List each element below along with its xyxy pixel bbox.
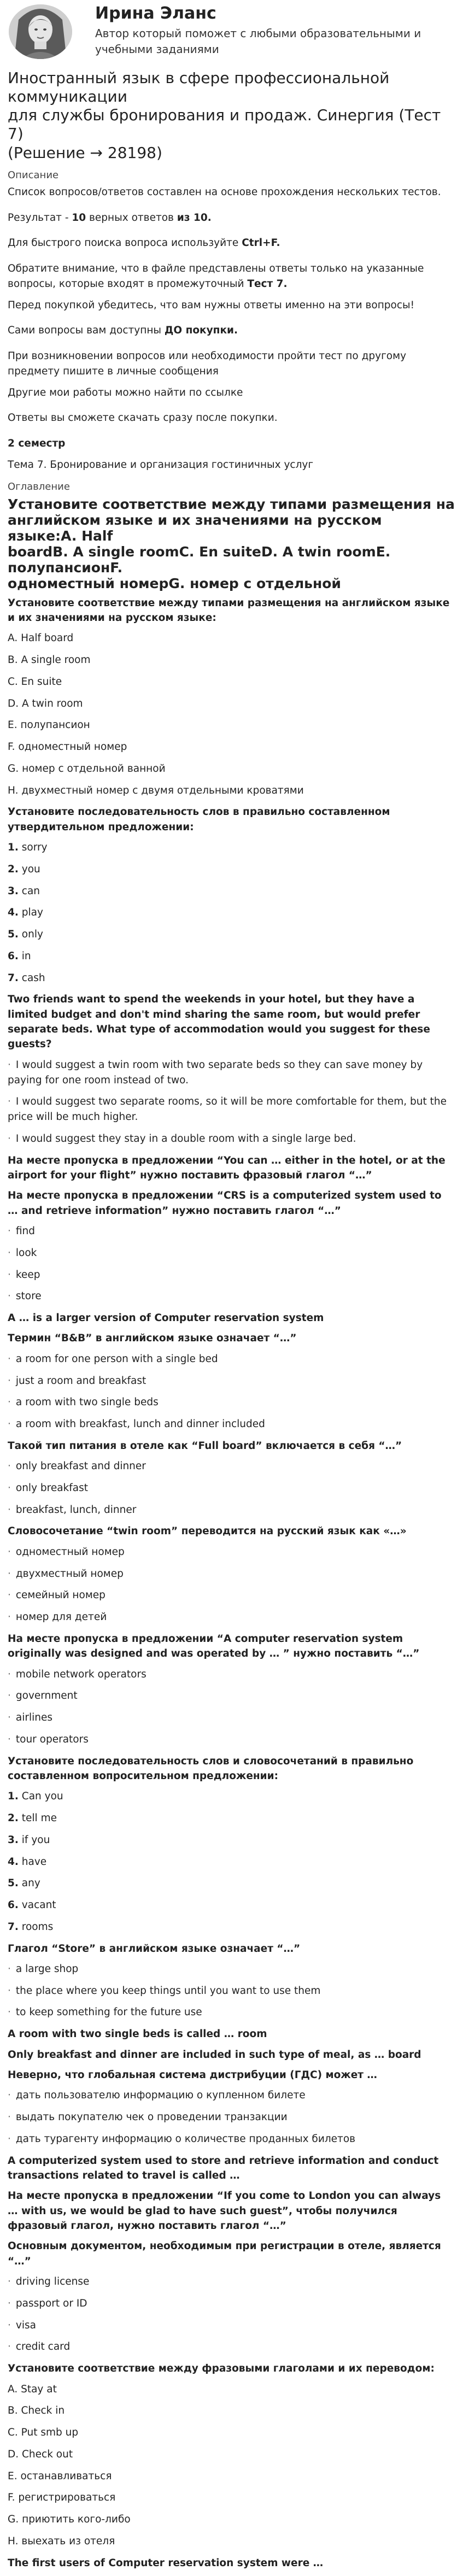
answer-option (8, 1268, 455, 1283)
answer-option (8, 2088, 455, 2103)
author-avatar[interactable] (8, 3, 73, 60)
answer-option: G. номер с отдельной ванной (8, 762, 166, 774)
answer-option (8, 971, 455, 986)
question-text (8, 1754, 455, 1784)
answer-option (8, 2318, 455, 2333)
option-text: airlines (13, 1712, 52, 1724)
question-text (8, 2361, 455, 2376)
answer-option (8, 1610, 455, 1625)
answer-option (8, 1417, 455, 1432)
answer-option (8, 840, 455, 855)
question-line: Установите последовательность слов в правильно составленном (8, 806, 390, 818)
answer-option (8, 1920, 455, 1935)
question-text (8, 1188, 455, 1218)
question-block (8, 1331, 455, 1431)
answer-option: H. выехать из отеля (8, 2535, 115, 2547)
option-text: breakfast, lunch, dinner (13, 1504, 137, 1516)
question-line: … and retrieve information” нужно поставить глагол “…” (8, 1205, 341, 1217)
bullet-dot-icon: · (8, 1353, 11, 1365)
bullet-dot-icon: · (8, 1396, 11, 1409)
answer-option (8, 1688, 455, 1704)
question-line: Такой тип питания в отеле как “Full board” включается в себя “…” (8, 1440, 402, 1452)
question-text (8, 1331, 455, 1346)
answer-option (8, 1833, 455, 1848)
question-line: originally was designed and was operated by … ” нужно поставить “…” (8, 1648, 420, 1660)
question-line: Two friends want to spend the weekends in your hotel, but they have a (8, 994, 415, 1006)
question-line: separate beds. What type of accommodation would you suggest for these (8, 1024, 430, 1036)
bullet-dot-icon: · (8, 2297, 11, 2309)
question-line: A computerized system used to store and retrieve information and conduct (8, 2155, 439, 2167)
option-number: 2. (8, 1812, 19, 1824)
question-block (8, 805, 455, 985)
question-line: составленном вопросительном предложении: (8, 1770, 278, 1782)
answer-option: A. Stay at (8, 2383, 57, 2395)
bullet-dot-icon: · (8, 1733, 11, 1745)
question-line: Установите последовательность слов и словосочетаний в правильно (8, 1755, 414, 1767)
answer-option: C. Put smb up (8, 2427, 79, 2439)
option-number: 7. (8, 972, 19, 984)
answer-option (8, 1984, 455, 1999)
option-text: a room with breakfast, lunch and dinner included (13, 1418, 265, 1430)
answer-option: G. приютить кого-либо (8, 2514, 131, 2526)
bullet-dot-icon: · (8, 1712, 11, 1724)
question-text (8, 2188, 455, 2233)
answer-option (8, 1588, 455, 1603)
answer-option (8, 2110, 455, 2125)
question-line: утвердительном предложении: (8, 821, 194, 833)
bullet-dot-icon: · (8, 1568, 11, 1580)
option-text: can (18, 885, 40, 897)
answer-option (8, 1789, 455, 1804)
bullet-dot-icon: · (8, 2276, 11, 2288)
answer-option (8, 1503, 455, 1518)
question-line: “…” (8, 2255, 31, 2267)
answer-option (8, 2274, 455, 2290)
option-text: look (13, 1247, 37, 1259)
option-number: 6. (8, 950, 19, 962)
document-title (8, 69, 455, 162)
answer-option (8, 2005, 455, 2020)
option-text: I would suggest a twin room with two separate beds so they can save money by (13, 1059, 423, 1071)
description-contact (8, 349, 455, 379)
description-available (8, 323, 455, 338)
question-block (8, 1941, 455, 2021)
question-block (8, 1524, 455, 1624)
bullet-dot-icon: · (8, 1132, 11, 1145)
option-text: keep (13, 1269, 40, 1281)
question-text (8, 1941, 455, 1956)
question-line: Термин “B&B” в английском языке означает “…” (8, 1333, 297, 1345)
question-block (8, 1439, 455, 1518)
answer-option (8, 1962, 455, 1977)
question-line: Глагол “Store” в английском языке означает “…” (8, 1943, 301, 1955)
toc-heading-line: Установите соответствие между типами размещения на (8, 496, 455, 512)
toc-heading-line: boardB. A single roomC. En suiteD. A twin roomE. полупансионF. (8, 543, 391, 576)
question-block (8, 2239, 455, 2355)
option-number: 5. (8, 1877, 19, 1890)
option-text: выдать покупателю чек о проведении транзакции (13, 2111, 288, 2123)
note-test-name: Тест 7. (247, 278, 288, 290)
question-text (8, 2239, 455, 2269)
question-block (8, 1311, 455, 1325)
question-block (8, 2556, 455, 2571)
option-text: the place where you keep things until you want to use them (13, 1985, 321, 1997)
note-line: Обратите внимание, что в файле представлены ответы только на указанные (8, 263, 424, 275)
answer-option (8, 1224, 455, 1239)
other-works-link[interactable]: Другие мои работы можно найти по ссылке (8, 386, 243, 398)
option-text: mobile network operators (13, 1668, 146, 1680)
option-text: if you (18, 1834, 50, 1846)
question-line: На месте пропуска в предложении “If you come to London you can always (8, 2190, 441, 2202)
bullet-dot-icon: · (8, 1290, 11, 1302)
answer-option (8, 949, 455, 964)
option-text: a room for one person with a single bed (13, 1353, 218, 1365)
bullet-dot-icon: · (8, 2090, 11, 2102)
question-text (8, 2027, 455, 2041)
question-line: Установите соответствие между фразовыми глаголами и их переводом: (8, 2363, 435, 2375)
bullet-dot-icon: · (8, 1668, 11, 1680)
answer-option (8, 1352, 455, 1367)
option-text: only breakfast (13, 1482, 89, 1494)
bullet-dot-icon: · (8, 1225, 11, 1237)
question-text (8, 992, 455, 1052)
answer-option: H. двухместный номер с двумя отдельными кроватями (8, 784, 304, 796)
option-number: 1. (8, 842, 19, 854)
note-line: вопросы, которые входят в промежуточный (8, 278, 248, 290)
question-block (8, 1754, 455, 1935)
bullet-dot-icon: · (8, 1269, 11, 1281)
answer-option (8, 1876, 455, 1891)
question-line: A … is a larger version of Computer reservation system (8, 1312, 324, 1324)
answer-option: B. A single room (8, 654, 91, 666)
bullet-dot-icon: · (8, 2341, 11, 2353)
question-line: limited budget and don't mind sharing the same room, but would prefer (8, 1008, 420, 1020)
option-text: I would suggest two separate rooms, so it will be more comfortable for them, but the (13, 1096, 447, 1108)
question-block (8, 1153, 455, 1183)
option-number: 4. (8, 1856, 19, 1868)
toc-label: Оглавление (8, 480, 70, 492)
document-title-line: Иностранный язык в сфере профессиональной коммуникации (8, 69, 390, 106)
question-line: На месте пропуска в предложении “A computer reservation system (8, 1633, 403, 1645)
answer-option (8, 1566, 455, 1582)
question-line: … with us, we would be glad to have such guest”, чтобы получился (8, 2205, 397, 2217)
author-name[interactable]: Ирина Эланс (95, 4, 216, 23)
available-bold: ДО покупки. (164, 325, 238, 337)
bullet-dot-icon: · (8, 1985, 11, 1997)
question-text (8, 2556, 455, 2571)
answer-option (8, 2296, 455, 2311)
option-text: driving license (13, 2276, 90, 2288)
question-line: transactions related to travel is called … (8, 2169, 240, 2181)
question-line: фразовый глагол, нужно поставить глагол “…” (8, 2220, 286, 2232)
option-text: tell me (18, 1812, 57, 1824)
question-line: Неверно, что глобальная система дистрибуции (ГДС) может … (8, 2069, 377, 2081)
toc-heading-line: одноместный номерG. номер с отдельной (8, 575, 341, 591)
option-text: only breakfast and dinner (13, 1460, 146, 1472)
option-number: 5. (8, 929, 19, 941)
option-text: find (13, 1225, 36, 1237)
answer-option (8, 1094, 455, 1125)
bullet-dot-icon: · (8, 1059, 11, 1071)
question-block (8, 1632, 455, 1747)
available-prefix: Сами вопросы вам доступны (8, 325, 165, 337)
option-text: одноместный номер (13, 1546, 125, 1558)
description-check: Перед покупкой убедитесь, что вам нужны ответы именно на эти вопросы! (8, 299, 415, 311)
option-text: vacant (18, 1899, 56, 1911)
option-text: any (18, 1877, 40, 1890)
bullet-dot-icon: · (8, 1482, 11, 1494)
author-description-line: Автор который поможет с любыми образовательными и (95, 26, 421, 40)
question-line: Основным документом, необходимым при регистрации в отеле, является (8, 2240, 441, 2252)
option-text: only (18, 929, 43, 941)
option-text: in (18, 950, 31, 962)
question-line: airport for your flight” нужно поставить фразовый глагол “…” (8, 1169, 372, 1181)
option-text: Can you (18, 1791, 63, 1803)
description-result (8, 210, 455, 226)
option-number: 7. (8, 1921, 19, 1933)
answer-option: A. Half board (8, 632, 74, 644)
bullet-dot-icon: · (8, 1690, 11, 1702)
answer-option: F. регистрироваться (8, 2492, 116, 2504)
answer-option (8, 1289, 455, 1304)
answer-option: C. En suite (8, 676, 62, 688)
option-text: семейный номер (13, 1589, 106, 1601)
question-text (8, 1439, 455, 1453)
option-text: sorry (18, 842, 48, 854)
option-number: 4. (8, 907, 19, 919)
result-middle: верных ответов (86, 212, 177, 224)
answer-option (8, 1545, 455, 1560)
description-intro: Список вопросов/ответов составлен на основе прохождения нескольких тестов. (8, 186, 441, 198)
question-text (8, 2068, 455, 2082)
question-text (8, 805, 455, 835)
toc-heading-line: английском языке и их значениями на русском языке:A. Half (8, 512, 382, 544)
bullet-dot-icon: · (8, 1096, 11, 1108)
topic-title: Тема 7. Бронирование и организация гостиничных услуг (8, 459, 314, 471)
question-block (8, 2153, 455, 2184)
search-keys: Ctrl+F. (242, 237, 280, 249)
bullet-dot-icon: · (8, 1504, 11, 1516)
answer-option (8, 1459, 455, 1474)
answer-option (8, 927, 455, 942)
question-text (8, 2047, 455, 2062)
author-header (8, 0, 455, 64)
answer-option: E. полупансион (8, 719, 90, 731)
answer-option (8, 1898, 455, 1913)
bullet-dot-icon: · (8, 1611, 11, 1623)
option-text: credit card (13, 2341, 71, 2353)
question-text (8, 1153, 455, 1183)
question-block (8, 2361, 455, 2549)
answer-option (8, 1732, 455, 1747)
option-text: cash (18, 972, 45, 984)
bullet-dot-icon: · (8, 2111, 11, 2123)
option-text: двухместный номер (13, 1568, 124, 1580)
option-text: дать турагенту информацию о количестве проданных билетов (13, 2133, 356, 2145)
description-search (8, 236, 455, 251)
answer-option (8, 1710, 455, 1726)
option-text: have (18, 1856, 47, 1868)
option-text: дать пользователю информацию о купленном билете (13, 2090, 306, 2102)
answer-option (8, 1131, 455, 1147)
answer-option (8, 1374, 455, 1389)
description-block (8, 185, 455, 451)
question-line: Установите соответствие между типами размещения на английском языке (8, 597, 450, 609)
bullet-dot-icon: · (8, 1460, 11, 1472)
question-block (8, 596, 455, 799)
option-number: 3. (8, 1834, 19, 1846)
question-block (8, 2068, 455, 2147)
question-line: На месте пропуска в предложении “You can … either in the hotel, or at the (8, 1154, 446, 1166)
search-prefix: Для быстрого поиска вопроса используйте (8, 237, 242, 249)
option-text: passport or ID (13, 2297, 87, 2309)
semester-label: 2 семестр (8, 438, 66, 450)
question-line: Only breakfast and dinner are included in such type of meal, as … board (8, 2049, 421, 2061)
result-prefix: Результат - (8, 212, 72, 224)
bullet-dot-icon: · (8, 1375, 11, 1387)
bullet-dot-icon: · (8, 1418, 11, 1430)
option-text: rooms (18, 1921, 54, 1933)
question-line: A room with two single beds is called … room (8, 2028, 267, 2040)
option-text: номер для детей (13, 1611, 107, 1623)
question-block (8, 2047, 455, 2062)
bullet-dot-icon: · (8, 2319, 11, 2331)
bullet-dot-icon: · (8, 1247, 11, 1259)
answer-option (8, 1058, 455, 1088)
question-text (8, 596, 455, 626)
question-text (8, 1632, 455, 1662)
answer-option (8, 1811, 455, 1826)
option-text: I would suggest they stay in a double room with a single large bed. (13, 1132, 356, 1145)
answer-option (8, 1481, 455, 1496)
option-text: a large shop (13, 1963, 79, 1975)
option-text: visa (13, 2319, 36, 2331)
option-text: play (18, 907, 43, 919)
result-of: из 10. (177, 212, 212, 224)
answer-option (8, 1855, 455, 1870)
answer-option (8, 2339, 455, 2355)
description-label: Описание (8, 169, 59, 181)
document-title-line: (Решение → 28198) (8, 143, 162, 162)
questions-list (8, 596, 455, 2571)
question-line: На месте пропуска в предложении “CRS is a computerized system used to (8, 1190, 442, 1202)
option-text: you (18, 863, 40, 875)
answer-option: B. Check in (8, 2405, 65, 2417)
question-block (8, 2188, 455, 2233)
bullet-dot-icon: · (8, 1963, 11, 1975)
question-line: guests? (8, 1038, 52, 1051)
description-note (8, 261, 455, 292)
question-line: Словосочетание “twin room” переводится на русский язык как «…» (8, 1525, 407, 1538)
question-line: и их значениями на русском языке: (8, 612, 216, 624)
bullet-dot-icon: · (8, 2133, 11, 2145)
result-count: 10 (72, 212, 86, 224)
answer-option (8, 905, 455, 920)
answer-option: F. одноместный номер (8, 741, 127, 753)
option-text: price will be much higher. (8, 1111, 138, 1123)
bullet-dot-icon: · (8, 1589, 11, 1601)
question-block (8, 992, 455, 1146)
option-text: paying for one room instead of two. (8, 1074, 189, 1086)
option-text: to keep something for the future use (13, 2006, 202, 2018)
option-text: just a room and breakfast (13, 1375, 146, 1387)
bullet-dot-icon: · (8, 2006, 11, 2018)
answer-option: D. Check out (8, 2448, 73, 2460)
answer-option (8, 884, 455, 899)
question-line: The first users of Computer reservation system were … (8, 2557, 324, 2569)
answer-option (8, 1667, 455, 1682)
document-title-line: для службы бронирования и продаж. Синергия (Тест 7) (8, 106, 441, 143)
option-text: store (13, 1290, 42, 1302)
option-number: 2. (8, 863, 19, 875)
contact-line: При возникновении вопросов или необходимости пройти тест по другому (8, 350, 407, 362)
option-text: government (13, 1690, 78, 1702)
answer-option (8, 862, 455, 877)
author-description-line: учебными заданиями (95, 42, 219, 56)
option-number: 6. (8, 1899, 19, 1911)
question-text (8, 1524, 455, 1539)
description-download: Ответы вы сможете скачать сразу после покупки. (8, 412, 278, 424)
option-text: a room with two single beds (13, 1396, 159, 1409)
question-text (8, 2153, 455, 2184)
bullet-dot-icon: · (8, 1546, 11, 1558)
option-number: 3. (8, 885, 19, 897)
author-description (95, 26, 421, 57)
question-block (8, 2027, 455, 2041)
question-text (8, 1311, 455, 1325)
question-block (8, 1188, 455, 1304)
option-number: 1. (8, 1791, 19, 1803)
option-text: tour operators (13, 1733, 89, 1745)
contact-line: предмету пишите в личные сообщения (8, 365, 219, 377)
answer-option: D. A twin room (8, 697, 83, 709)
answer-option (8, 2132, 455, 2147)
answer-option (8, 1246, 455, 1261)
answer-option: E. останавливаться (8, 2470, 112, 2482)
answer-option (8, 1395, 455, 1410)
toc-heading[interactable] (8, 496, 455, 591)
